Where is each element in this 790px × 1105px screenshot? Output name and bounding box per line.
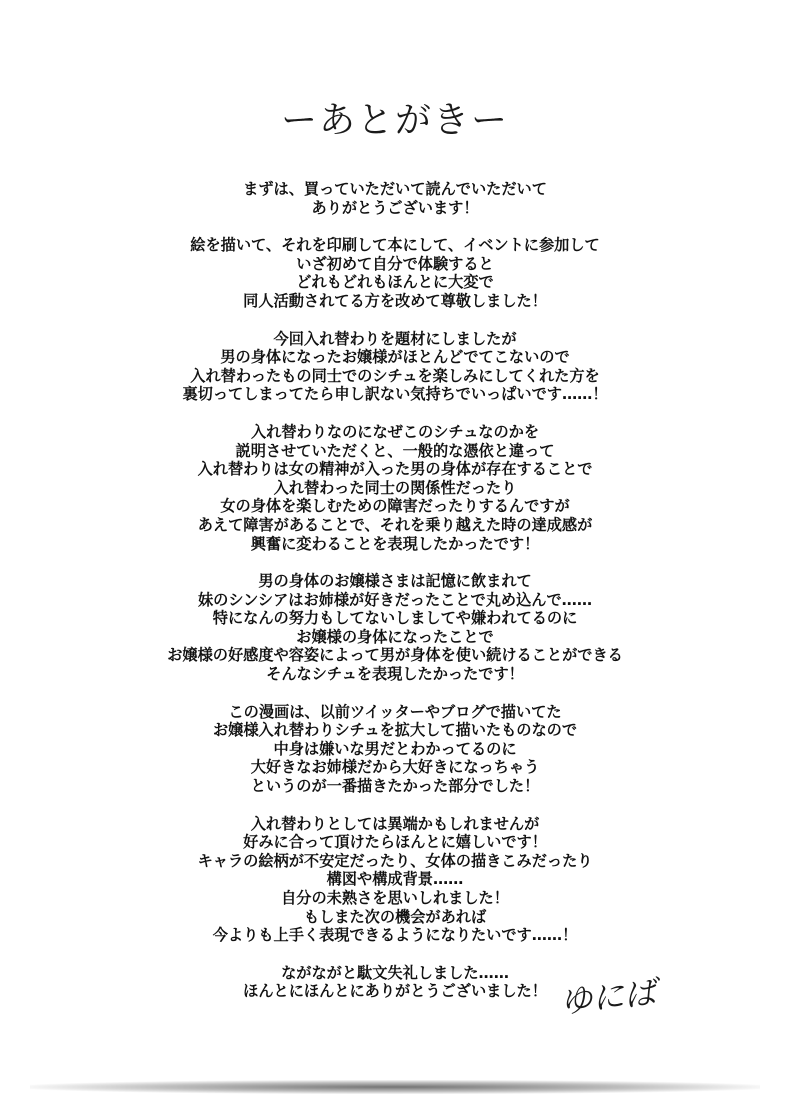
text-line: どれもどれもほんとに大変で (296, 273, 494, 292)
text-line: 大好きなお姉様だから大好きになっちゃう (250, 758, 540, 777)
text-line: 入れ替わりなのになぜこのシチュなのかを (250, 422, 540, 441)
text-line: ほんとにほんとにありがとうございました！ (243, 982, 547, 1001)
text-line: 男の身体のお嬢様さまは記憶に飲まれて (258, 572, 532, 591)
text-line: 裏切ってしまってたら申し訳ない気持ちでいっぱいです……！ (182, 385, 608, 404)
text-line: 入れ替わったもの同士でのシチュを楽しみにしてくれた方を (190, 366, 600, 385)
text-line: 興奮に変わることを表現したかったです！ (250, 534, 540, 553)
text-line: 男の身体になったお嬢様がほとんどでてこないので (220, 348, 570, 367)
text-line: 同人活動されてる方を改めて尊敬しました！ (243, 291, 547, 310)
paragraph (0, 423, 790, 553)
page-shadow (30, 1080, 760, 1094)
text-line: 説明させていただくと、一般的な憑依と違って (235, 441, 555, 460)
author-signature: ゆにば (558, 973, 658, 1021)
text-line: というのが一番描きたかった部分でした！ (250, 777, 540, 796)
paragraph (0, 703, 790, 796)
text-line: 特になんの努力もしてないしましてや嫌われてるのに (212, 609, 578, 628)
text-line: あえて障害があることで、それを乗り越えた時の達成感が (197, 515, 593, 534)
afterword-body (0, 180, 790, 1020)
text-line: 入れ替わった同士の関係性だったり (273, 478, 517, 497)
text-line: もしまた次の機会があれば (303, 907, 487, 926)
text-line: 妹のシンシアはお姉様が好きだったことで丸め込んで…… (197, 590, 593, 609)
afterword-title: ーあとがきー (280, 100, 509, 141)
paragraph (0, 815, 790, 945)
text-line: いざ初めて自分で体験すると (296, 254, 494, 273)
text-line: お嬢様の好感度や容姿によって男が身体を使い続けることができる (167, 646, 623, 665)
text-line: 好みに合って頂けたらほんとに嬉しいです！ (243, 833, 547, 852)
text-line: お嬢様入れ替わりシチュを拡大して描いたものなので (212, 721, 578, 740)
text-line: 絵を描いて、それを印刷して本にして、イベントに参加して (190, 236, 600, 255)
text-line: 入れ替わりは女の精神が入った男の身体が存在することで (197, 460, 593, 479)
paragraph (0, 330, 790, 404)
paragraph (0, 236, 790, 310)
text-line: そんなシチュを表現したかったです！ (266, 665, 524, 684)
text-line: 今回入れ替わりを題材にしましたが (273, 329, 517, 348)
text-line: ありがとうございます！ (311, 198, 479, 217)
text-line: ながながと駄文失礼しました…… (281, 963, 509, 982)
text-line: お嬢様の身体になったことで (296, 627, 494, 646)
text-line: 構図や構成背景…… (326, 870, 464, 889)
text-line: 今よりも上手く表現できるようになりたいです……！ (212, 926, 578, 945)
text-line: 中身は嫌いな男だとわかってるのに (273, 739, 517, 758)
text-line: この漫画は、以前ツイッターやブログで描いてた (228, 702, 562, 721)
paragraph (0, 572, 790, 684)
text-line: キャラの絵柄が不安定だったり、女体の描きこみだったり (197, 851, 593, 870)
text-line: まずは、買っていただいて読んでいただいて (243, 180, 547, 198)
text-line: 女の身体を楽しむための障害だったりするんですが (220, 497, 570, 516)
paragraph (0, 964, 790, 1001)
paragraph (0, 180, 790, 217)
text-line: 自分の未熟さを思いしれました！ (281, 889, 509, 907)
text-line: 入れ替わりとしては異端かもしれませんが (250, 814, 540, 833)
